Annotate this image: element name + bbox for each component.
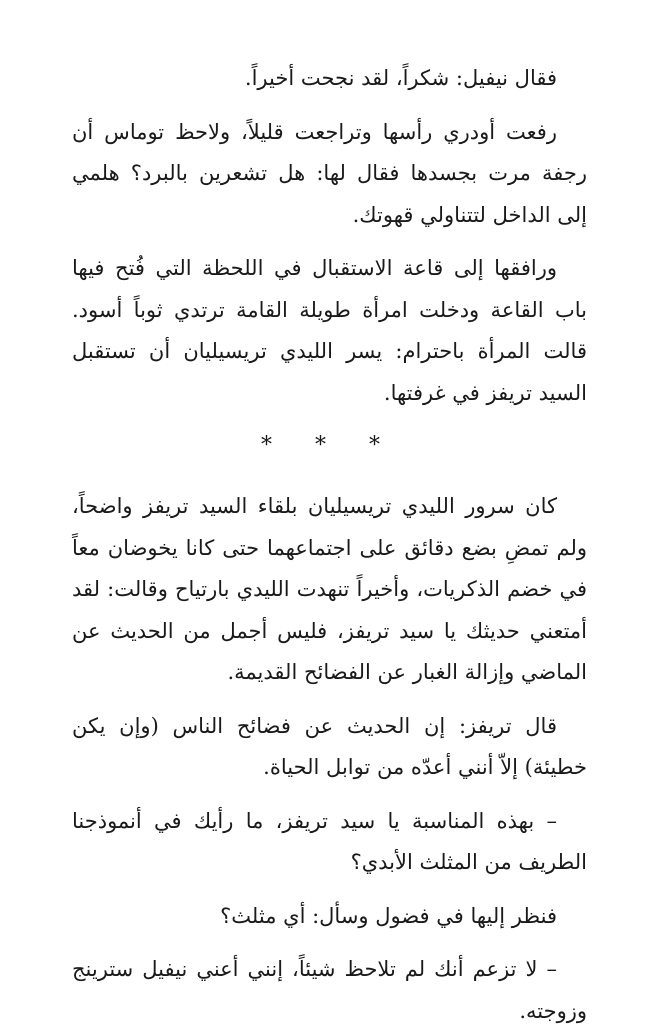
paragraph-nevile-strange: – لا تزعم أنك لم تلاحظ شيئاً، إنني أعني نيفيل سترينج وزوجته. — [72, 957, 587, 1023]
paragraph-eternal-triangle: – بهذه المناسبة يا سيد تريفز، ما رأيك في أنموذجنا الطريف من المثلث الأبدي؟ — [72, 808, 587, 874]
paragraph-reception-hall: ورافقها إلى قاعة الاستقبال في اللحظة التي فُتح فيها باب القاعة ودخلت امرأة طويلة القامة ترتدي ثوباً أسود. قالت المرأة باحترام: يسر الليدي تريسيليان أن تستقبل السيد تريفز في غرفتها. — [72, 256, 587, 405]
section-separator: * * * — [261, 433, 398, 458]
paragraph-audrey-shiver: رفعت أودري رأسها وتراجعت قليلاً، ولاحظ توماس أن رجفة مرت بجسدها فقال لها: هل تشعرين بالبرد؟ هلمي إلى الداخل لتتناولي قهوتك. — [72, 119, 587, 227]
paragraph-nevile-thanks: فقال نيفيل: شكراً، لقد نجحت أخيراً. — [244, 66, 557, 90]
paragraph-which-triangle: فنظر إليها في فضول وسأل: أي مثلث؟ — [220, 903, 557, 928]
paragraph-lady-tressilian-pleasure: كان سرور الليدي تريسيليان بلقاء السيد تريفز واضحاً، ولم تمضِ بضع دقائق على اجتماعهما حتى كانا يخوضان معاً في خضم الذكريات، وأخيراً تنهدت الليدي بارتياح وقالت: لقد أمتعني حديثك يا سيد تريفز، فليس أجمل من الحديث عن الماضي وإزالة الغبار عن الفضائح القديمة. — [72, 494, 587, 684]
paragraph-treves-scandals: قال تريفز: إن الحديث عن فضائح الناس (وإن يكن خطيئة) إلاّ أنني أعدّه من توابل الحياة. — [72, 713, 587, 779]
